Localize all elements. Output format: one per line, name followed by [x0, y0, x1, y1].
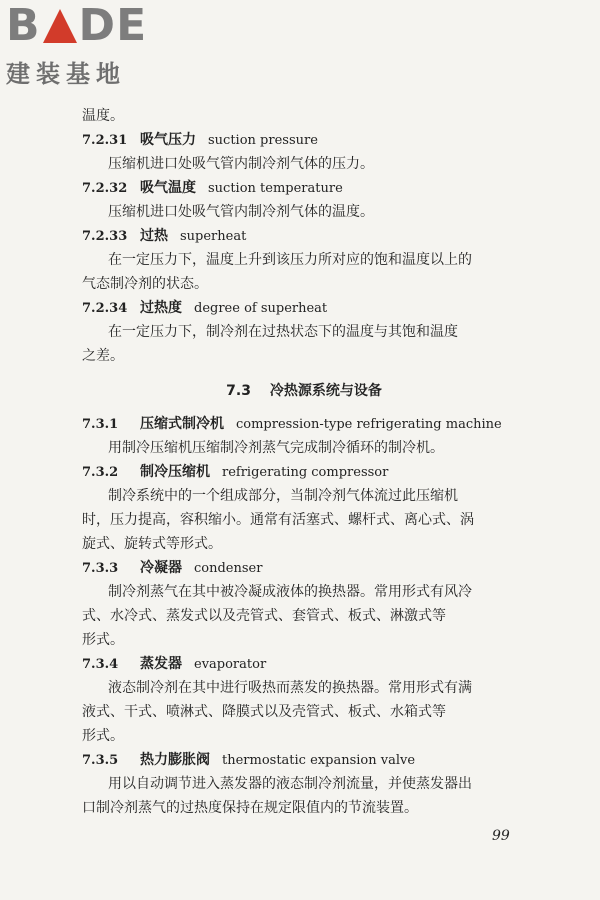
page-number: 99: [492, 828, 510, 844]
term-number: 7.3.3: [82, 561, 119, 576]
section-title: 冷热源系统与设备: [269, 383, 382, 399]
definition-line: 形式。: [82, 632, 124, 648]
definition-line: 制冷系统中的一个组成部分，当制冷剂气体流过此压缩机: [108, 488, 458, 504]
term-heading: [82, 296, 526, 320]
definition-line: 在一定压力下，温度上升到该压力所对应的饱和温度以上的: [108, 252, 472, 268]
term-entry: [82, 652, 526, 748]
top-fragment: 温度。: [82, 108, 124, 124]
term-chinese: 热力膨胀阀: [140, 752, 210, 768]
term-heading: [82, 176, 526, 200]
term-number: 7.2.32: [82, 181, 128, 196]
term-chinese: 吸气温度: [140, 180, 196, 196]
term-chinese: 吸气压力: [140, 132, 196, 148]
definition-line: 气态制冷剂的状态。: [82, 276, 208, 292]
definition-line: 在一定压力下，制冷剂在过热状态下的温度与其饱和温度: [108, 324, 458, 340]
section-number: 7.3: [226, 383, 251, 399]
term-entry: [82, 460, 526, 556]
definition-line: 制冷剂蒸气在其中被冷凝成液体的换热器。常用形式有风冷: [108, 584, 472, 600]
term-english: suction pressure: [208, 133, 318, 148]
logo-subtitle: 建装基地: [6, 60, 126, 88]
term-chinese: 蒸发器: [140, 656, 182, 672]
term-entry: [82, 748, 526, 820]
term-english: condenser: [194, 561, 263, 576]
term-chinese: 过热度: [140, 300, 182, 316]
term-heading: [82, 224, 526, 248]
term-entry: [82, 176, 526, 224]
term-heading: [82, 128, 526, 152]
term-heading: [82, 556, 526, 580]
term-english: compression-type refrigerating machine: [236, 417, 502, 432]
logo-letters-end: DE: [78, 0, 148, 51]
definition-line: 用以自动调节进入蒸发器的液态制冷剂流量，并使蒸发器出: [108, 776, 472, 792]
logo-triangle-icon: [43, 9, 77, 43]
term-entry: [82, 556, 526, 652]
term-english: superheat: [180, 229, 247, 244]
term-english: evaporator: [194, 657, 267, 672]
entries-group-7-3: [82, 412, 526, 820]
term-number: 7.3.1: [82, 417, 119, 432]
logo-letters-start: B: [6, 0, 41, 51]
definition-line: 液态制冷剂在其中进行吸热而蒸发的换热器。常用形式有满: [108, 680, 472, 696]
term-english: degree of superheat: [194, 301, 328, 316]
definition-line: 式、水冷式、蒸发式以及壳管式、套管式、板式、淋激式等: [82, 608, 446, 624]
term-english: suction temperature: [208, 181, 343, 196]
term-heading: [82, 652, 526, 676]
term-number: 7.2.33: [82, 229, 128, 244]
term-english: thermostatic expansion valve: [222, 753, 416, 768]
term-chinese: 冷凝器: [140, 560, 182, 576]
term-heading: [82, 460, 526, 484]
term-number: 7.3.5: [82, 753, 119, 768]
term-heading: [82, 748, 526, 772]
term-chinese: 压缩式制冷机: [140, 416, 224, 432]
definition-line: 时，压力提高，容积缩小。通常有活塞式、螺杆式、离心式、涡: [82, 512, 474, 528]
term-entry: [82, 412, 526, 460]
term-number: 7.3.2: [82, 465, 119, 480]
logo-wordmark: [6, 0, 176, 51]
term-chinese: 制冷压缩机: [140, 464, 210, 480]
term-number: 7.2.31: [82, 133, 128, 148]
page-body: [82, 104, 526, 820]
term-number: 7.3.4: [82, 657, 119, 672]
entries-group-7-2: [82, 128, 526, 368]
bade-logo: [6, 0, 176, 88]
definition-line: 压缩机进口处吸气管内制冷剂气体的温度。: [108, 204, 374, 220]
term-entry: [82, 128, 526, 176]
definition-line: 旋式、旋转式等形式。: [82, 536, 222, 552]
definition-line: 压缩机进口处吸气管内制冷剂气体的压力。: [108, 156, 374, 172]
definition-line: 用制冷压缩机压缩制冷剂蒸气完成制冷循环的制冷机。: [108, 440, 444, 456]
definition-line: 口制冷剂蒸气的过热度保持在规定限值内的节流装置。: [82, 800, 418, 816]
term-heading: [82, 412, 526, 436]
term-english: refrigerating compressor: [222, 465, 389, 480]
term-entry: [82, 296, 526, 368]
definition-line: 形式。: [82, 728, 124, 744]
term-entry: [82, 224, 526, 296]
section-heading: [82, 374, 526, 408]
definition-line: 液式、干式、喷淋式、降膜式以及壳管式、板式、水箱式等: [82, 704, 446, 720]
definition-line: 之差。: [82, 348, 124, 364]
term-number: 7.2.34: [82, 301, 128, 316]
term-chinese: 过热: [140, 228, 168, 244]
